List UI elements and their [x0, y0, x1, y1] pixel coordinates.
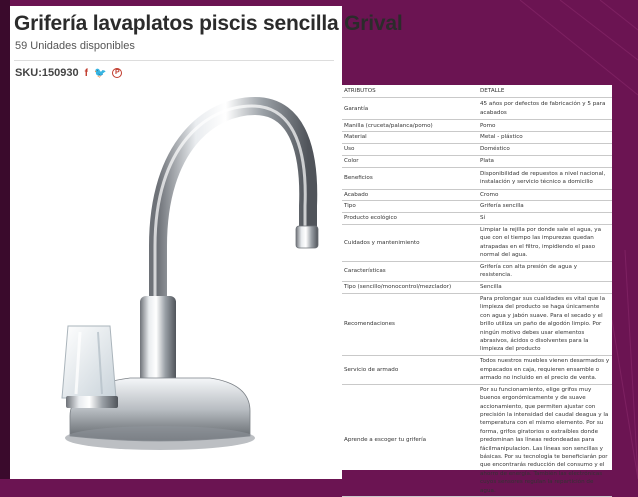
attr-cell: Color — [342, 155, 478, 167]
attributes-table-panel — [342, 85, 612, 494]
detail-cell: Todos nuestros muebles vienen desarmados y empacados en caja, requieren ensamble o armado no incluido en el precio de venta. — [478, 356, 612, 385]
sku-label: SKU:150930 — [15, 67, 79, 79]
table-row — [342, 98, 612, 120]
attr-cell: Aprende a escoger tu grifería — [342, 384, 478, 497]
detail-cell: Limpiar la rejilla por donde sale el agua, ya que con el tiempo las impurezas quedan atrapadas en el filtro, impidiendo el paso normal del agua. — [478, 224, 612, 261]
attr-cell: Recomendaciones — [342, 293, 478, 355]
table-row — [342, 261, 612, 281]
table-row — [342, 189, 612, 201]
table-header-row — [342, 85, 612, 98]
table-row — [342, 132, 612, 144]
header-detail: DETALLE — [478, 85, 612, 98]
table-row — [342, 143, 612, 155]
divider — [14, 60, 334, 61]
detail-cell: Disponibilidad de repuestos a nivel nacional, instalación y servicio técnico a domicilio — [478, 167, 612, 189]
attr-cell: Beneficios — [342, 167, 478, 189]
table-row — [342, 282, 612, 294]
detail-cell: Cromo — [478, 189, 612, 201]
table-row — [342, 201, 612, 213]
attr-cell: Acabado — [342, 189, 478, 201]
attr-cell: Material — [342, 132, 478, 144]
faucet-product-image — [10, 86, 342, 479]
table-row — [342, 356, 612, 385]
product-title: Grifería lavaplatos piscis sencilla Grival — [14, 12, 403, 35]
detail-cell: Pomo — [478, 120, 612, 132]
table-row — [342, 167, 612, 189]
attr-cell: Tipo (sencillo/monocontrol/mezclador) — [342, 282, 478, 294]
attributes-table — [342, 85, 612, 497]
attr-cell: Cuidados y mantenimiento — [342, 224, 478, 261]
table-row — [342, 120, 612, 132]
attr-cell: Manilla (cruceta/palanca/pomo) — [342, 120, 478, 132]
pinterest-icon[interactable]: P — [112, 68, 122, 78]
attr-cell: Garantía — [342, 98, 478, 120]
header-attributes: ATRIBUTOS — [342, 85, 478, 98]
left-edge-bar — [0, 0, 10, 479]
attr-cell: Tipo — [342, 201, 478, 213]
facebook-icon[interactable]: f — [84, 67, 88, 79]
table-row — [342, 293, 612, 355]
twitter-icon[interactable]: 🐦 — [93, 67, 107, 79]
detail-cell: Para prolongar sus cualidades es vital que la limpieza del producto se haga únicamente con agua y jabón suave. Para el secado y el brillo utiliza un paño de algodón limpio. Por ningún motivo debes usar elementos abrasivos, ácidos o disolventes para la limpieza del producto — [478, 293, 612, 355]
attr-cell: Producto ecológico — [342, 213, 478, 225]
detail-cell: Doméstico — [478, 143, 612, 155]
detail-cell: Metal - plástico — [478, 132, 612, 144]
sku-row — [15, 66, 122, 80]
detail-cell: Grifería con alta presión de agua y resistencia. — [478, 261, 612, 281]
detail-cell: Sí — [478, 213, 612, 225]
attr-cell: Servicio de armado — [342, 356, 478, 385]
table-row — [342, 384, 612, 497]
detail-cell: Por su funcionamiento, elige grifos muy buenos ergonómicamente y de suave accionamiento, que permiten ajustar con precisión la intensidad del caudal deagua y la temperatura con el mismo elemento. Por su forma, grifos giratorios o extraíbles donde predominan las líneas redondeadas para fácilmanipulacion. Las líneas son sencillas y básicas. Por su tecnología te beneficiarán por que encontrarás reducción del consumo y el ahorro de energía. También las electrónicas cuyos sensores regulan la repartición de agua. — [478, 384, 612, 497]
detail-cell: Grifería sencilla — [478, 201, 612, 213]
table-row — [342, 224, 612, 261]
attr-cell: Características — [342, 261, 478, 281]
attr-cell: Uso — [342, 143, 478, 155]
detail-cell: 45 años por defectos de fabricación y 5 para acabados — [478, 98, 612, 120]
detail-cell: Plata — [478, 155, 612, 167]
detail-cell: Sencilla — [478, 282, 612, 294]
units-available: 59 Unidades disponibles — [15, 40, 135, 52]
table-row — [342, 213, 612, 225]
table-row — [342, 155, 612, 167]
